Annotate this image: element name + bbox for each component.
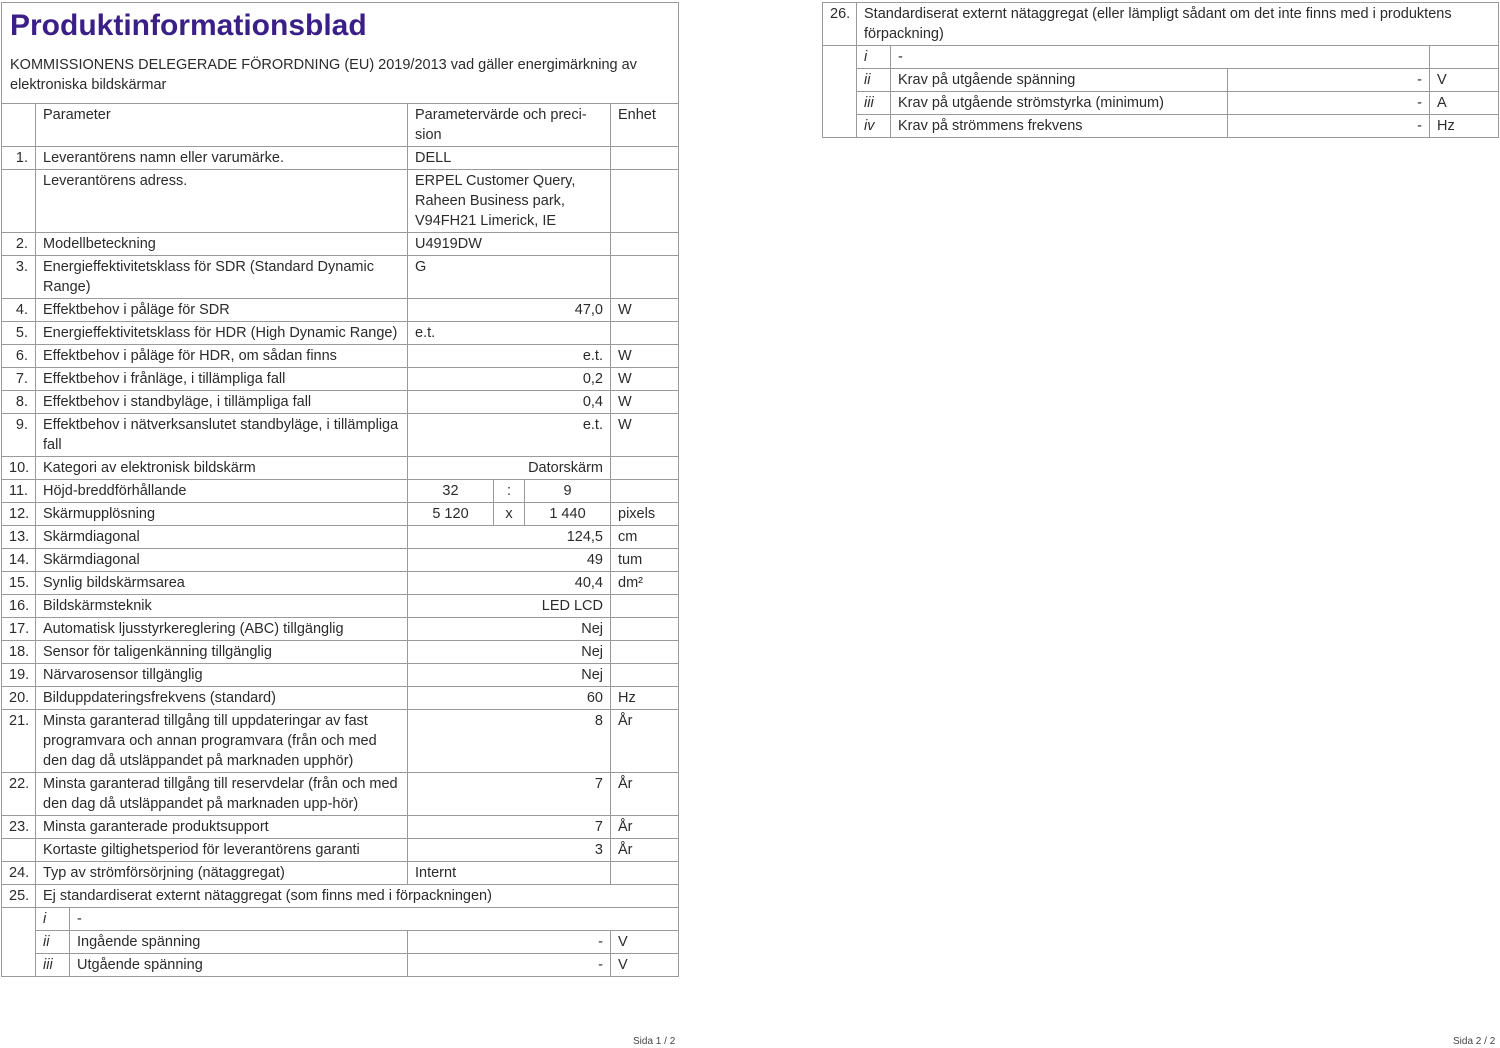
row-unit [611,480,679,503]
row-number: 11. [2,480,36,503]
row-value: - [1228,115,1430,138]
row-parameter: Standardiserat externt nätaggregat (eller lämpligt sådant om det inte finns med i produktens förpackning) [857,3,1499,46]
table-row [2,816,679,839]
row-value: Nej [408,618,611,641]
row-parameter: Krav på utgående strömstyrka (minimum) [891,92,1228,115]
row-unit: V [611,931,679,954]
table-row [2,773,679,816]
row-number: 18. [2,641,36,664]
row-number: 25. [2,885,36,908]
title-cell [2,3,679,104]
row-parameter: Energieffektivitetsklass för SDR (Standard Dynamic Range) [36,256,408,299]
row-value: - [1228,92,1430,115]
row-parameter: Skärmupplösning [36,503,408,526]
row-unit: Hz [1430,115,1499,138]
table-row [2,414,679,457]
row-value: e.t. [408,322,611,345]
row-parameter: Skärmdiagonal [36,549,408,572]
row-value: LED LCD [408,595,611,618]
table-row [2,595,679,618]
row-parameter: Automatisk ljusstyrkereglering (ABC) tillgänglig [36,618,408,641]
row-number: 22. [2,773,36,816]
table-row [2,641,679,664]
row-number: 3. [2,256,36,299]
row-parameter: Närvarosensor tillgänglig [36,664,408,687]
table-row [2,480,679,503]
row-unit: pixels [611,503,679,526]
product-info-table [1,2,679,977]
row-parameter: Effektbehov i påläge för HDR, om sådan finns [36,345,408,368]
page-1 [0,0,678,1048]
row-value: 3 [408,839,611,862]
row-unit [611,641,679,664]
row-number: 6. [2,345,36,368]
row-number: 5. [2,322,36,345]
table-row [2,839,679,862]
row-unit: Hz [611,687,679,710]
power-supply-table [822,2,1499,138]
row-parameter: Skärmdiagonal [36,526,408,549]
table-row [2,862,679,885]
row-number: 12. [2,503,36,526]
resolution-width: 5 120 [408,503,494,526]
row-value: Nej [408,641,611,664]
row-value: Nej [408,664,611,687]
aspect-height: 9 [525,480,611,503]
table-row [2,299,679,322]
row-parameter: Modellbeteckning [36,233,408,256]
table-row [2,345,679,368]
row-unit: W [611,391,679,414]
sub-number: iii [857,92,891,115]
row-unit: År [611,839,679,862]
row-parameter: Utgående spänning [70,954,408,977]
table-row [2,549,679,572]
row-unit [611,233,679,256]
row-number: 1. [2,147,36,170]
row-value: 0,2 [408,368,611,391]
row-parameter: - [70,908,679,931]
row-value: 7 [408,816,611,839]
row-number: 8. [2,391,36,414]
row-unit [611,322,679,345]
row-number [2,170,36,233]
row-value: 49 [408,549,611,572]
row-unit [611,256,679,299]
table-row [823,3,1499,46]
table-row [2,322,679,345]
row-number: 26. [823,3,857,46]
row-parameter: Höjd-breddförhållande [36,480,408,503]
row-unit: W [611,414,679,457]
table-row [2,908,679,931]
row-number: 7. [2,368,36,391]
row-parameter: Effektbehov i påläge för SDR [36,299,408,322]
page-footer-2: Sida 2 / 2 [1453,1036,1496,1047]
table-row [2,233,679,256]
row-unit [611,595,679,618]
row-unit: dm² [611,572,679,595]
table-row [2,526,679,549]
row-number: 17. [2,618,36,641]
table-row [823,69,1499,92]
row-parameter: Leverantörens adress. [36,170,408,233]
row-value: 40,4 [408,572,611,595]
table-row [2,710,679,773]
row-value: 124,5 [408,526,611,549]
resolution-height: 1 440 [525,503,611,526]
sub-number: iv [857,115,891,138]
row-value: Internt [408,862,611,885]
row-value: 47,0 [408,299,611,322]
row-number [2,839,36,862]
row-number: 20. [2,687,36,710]
header-row [2,104,679,147]
row-unit: W [611,345,679,368]
row-unit [611,618,679,641]
row-parameter: Kortaste giltighetsperiod för leverantörens garanti [36,839,408,862]
row-parameter: Krav på utgående spänning [891,69,1228,92]
page-footer-1: Sida 1 / 2 [633,1036,676,1047]
row-number: 14. [2,549,36,572]
row-parameter: Ingående spänning [70,931,408,954]
table-row [2,885,679,908]
table-row [2,572,679,595]
row-parameter: Sensor för taligenkänning tillgänglig [36,641,408,664]
row-value: - [1228,69,1430,92]
row-unit: År [611,773,679,816]
row-number: 9. [2,414,36,457]
row-value: U4919DW [408,233,611,256]
row-parameter: Minsta garanterad tillgång till reservdelar (från och med den dag då utsläppandet på marknaden upp-hör) [36,773,408,816]
row-value: Datorskärm [408,457,611,480]
row-value: ERPEL Customer Query, Raheen Business park, V94FH21 Limerick, IE [408,170,611,233]
row-parameter: Bilduppdateringsfrekvens (standard) [36,687,408,710]
row-unit [611,664,679,687]
row-unit: V [611,954,679,977]
row-parameter: - [891,46,1430,69]
sub-number: iii [36,954,70,977]
resolution-separator: x [494,503,525,526]
row-unit: tum [611,549,679,572]
sub-number: ii [857,69,891,92]
table-row [2,954,679,977]
row-value: DELL [408,147,611,170]
table-row [823,92,1499,115]
row-value: 7 [408,773,611,816]
row-parameter: Ej standardiserat externt nätaggregat (som finns med i förpackningen) [36,885,679,908]
row-parameter: Effektbehov i standbyläge, i tillämpliga fall [36,391,408,414]
row-parameter: Typ av strömförsörjning (nätaggregat) [36,862,408,885]
sub-number: ii [36,931,70,954]
table-row [823,46,1499,69]
row-number: 16. [2,595,36,618]
row-unit [611,862,679,885]
row-value: 60 [408,687,611,710]
table-row [2,931,679,954]
row-number: 10. [2,457,36,480]
table-row [823,115,1499,138]
row-unit: W [611,299,679,322]
row-value: e.t. [408,345,611,368]
row-number: 23. [2,816,36,839]
row-number: 19. [2,664,36,687]
row-value: - [408,931,611,954]
row-parameter: Minsta garanterade produktsupport [36,816,408,839]
row-unit [611,147,679,170]
row-value: 0,4 [408,391,611,414]
sub-number: i [857,46,891,69]
row-unit: cm [611,526,679,549]
row-parameter: Effektbehov i nätverksanslutet standbyläge, i tillämpliga fall [36,414,408,457]
row-parameter: Energieffektivitetsklass för HDR (High Dynamic Range) [36,322,408,345]
row-unit [611,457,679,480]
row-value: e.t. [408,414,611,457]
row-number: 21. [2,710,36,773]
header-parameter: Parameter [36,104,408,147]
header-unit: Enhet [611,104,679,147]
row-unit: År [611,710,679,773]
row-parameter: Synlig bildskärmsarea [36,572,408,595]
aspect-separator: : [494,480,525,503]
row-unit: W [611,368,679,391]
table-row [2,618,679,641]
table-row [2,147,679,170]
row-unit: V [1430,69,1499,92]
row-value: G [408,256,611,299]
row-parameter: Krav på strömmens frekvens [891,115,1228,138]
row-parameter: Minsta garanterad tillgång till uppdateringar av fast programvara och annan programvara (från och med den dag då utsläppandet på marknaden upphör) [36,710,408,773]
row-unit [611,170,679,233]
row-value: - [408,954,611,977]
row-number: 2. [2,233,36,256]
aspect-width: 32 [408,480,494,503]
row-number: 24. [2,862,36,885]
regulation-subtitle: KOMMISSIONENS DELEGERADE FÖRORDNING (EU) 2019/2013 vad gäller energimärkning av elektroniska bildskärmar [10,57,637,93]
table-row [2,664,679,687]
row-parameter: Kategori av elektronisk bildskärm [36,457,408,480]
row-parameter: Effektbehov i frånläge, i tillämpliga fall [36,368,408,391]
table-row [2,368,679,391]
row-value: 8 [408,710,611,773]
table-row [2,256,679,299]
row-parameter: Leverantörens namn eller varumärke. [36,147,408,170]
table-row [2,457,679,480]
row-number: 4. [2,299,36,322]
row-number: 13. [2,526,36,549]
page-2 [822,0,1500,1048]
table-row [2,170,679,233]
table-row [2,391,679,414]
header-value: Parametervärde och preci- sion [408,104,611,147]
page-title: Produktinformationsblad [10,9,367,42]
row-unit: År [611,816,679,839]
table-row [2,503,679,526]
sub-number: i [36,908,70,931]
table-row [2,687,679,710]
row-parameter: Bildskärmsteknik [36,595,408,618]
row-number: 15. [2,572,36,595]
row-unit: A [1430,92,1499,115]
